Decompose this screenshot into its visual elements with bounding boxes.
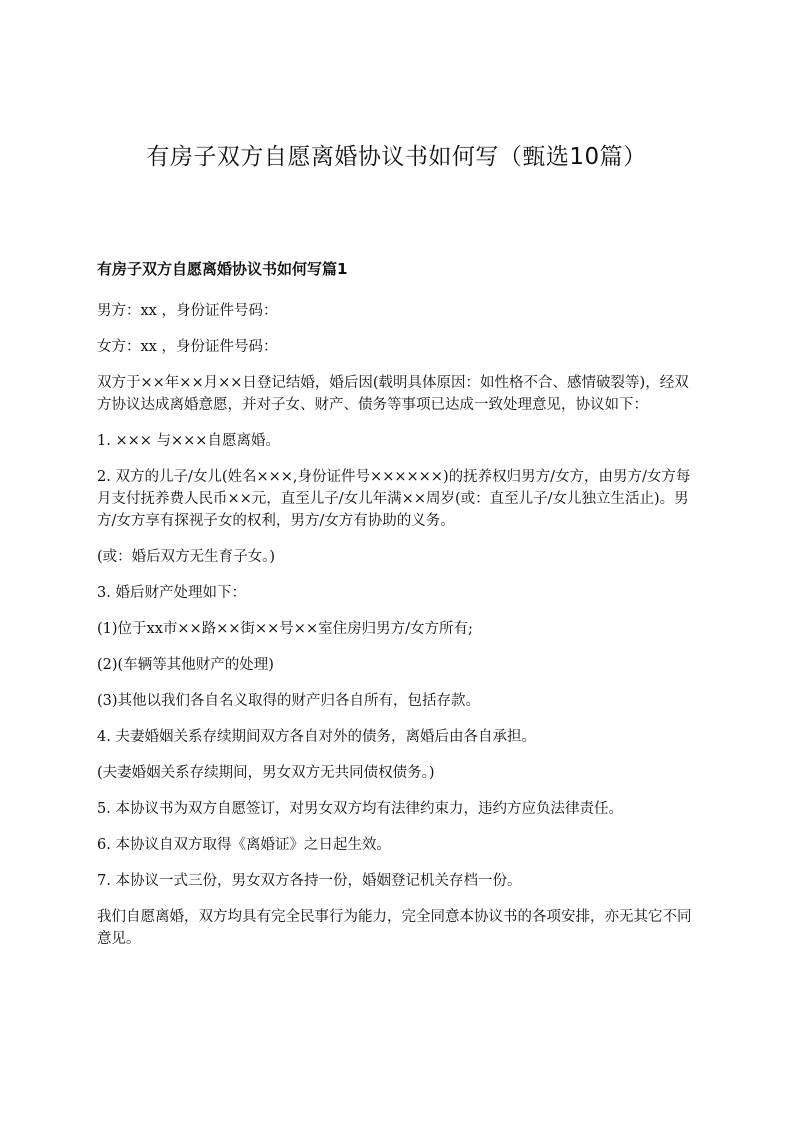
clause-4-alternative: (夫妻婚姻关系存续期间，男女双方无共同债权债务。) xyxy=(97,765,435,781)
party-female-line: 女方：xx ，身份证件号码： xyxy=(97,339,278,355)
clause-3-item-2: (2)(车辆等其他财产的处理) xyxy=(97,657,274,673)
clause-2-alternative: (或：婚后双方无生育子女。) xyxy=(97,549,276,565)
clause-3: 3. 婚后财产处理如下： xyxy=(97,585,246,601)
clause-2: 2. 双方的儿子/女儿(姓名×××,身份证件号××××××)的抚养权归男方/女方，由男方/女方每月支付抚养费人民币××元，直至儿子/女儿年满××周岁(或：直至儿子/女儿独立生活止)。男方/女方享有探视子女的权利，男方/女方有协助的义务。 xyxy=(97,469,691,529)
party-male-line: 男方：xx ，身份证件号码： xyxy=(97,303,278,319)
closing-statement: 我们自愿离婚，双方均具有完全民事行为能力，完全同意本协议书的各项安排，亦无其它不同意见。 xyxy=(97,909,692,947)
clause-5: 5. 本协议书为双方自愿签订，对男女双方均有法律约束力，违约方应负法律责任。 xyxy=(97,801,623,817)
document-body xyxy=(97,258,697,964)
document-title: 有房子双方自愿离婚协议书如何写（甄选10篇） xyxy=(146,144,647,170)
clause-3-item-1: (1)位于xx市××路××街××号××室住房归男方/女方所有; xyxy=(97,621,473,637)
clause-1: 1. ××× 与×××自愿离婚。 xyxy=(97,433,280,449)
preamble-paragraph: 双方于××年××月××日登记结婚，婚后因(载明具体原因：如性格不合、感情破裂等)，经双方协议达成离婚意愿，并对子女、财产、债务等事项已达成一致处理意见，协议如下： xyxy=(97,375,689,413)
clause-7: 7. 本协议一式三份，男女双方各持一份，婚姻登记机关存档一份。 xyxy=(97,873,522,889)
clause-6: 6. 本协议自双方取得《离婚证》之日起生效。 xyxy=(97,837,391,853)
section-heading: 有房子双方自愿离婚协议书如何写篇1 xyxy=(97,260,348,278)
clause-4: 4. 夫妻婚姻关系存续期间双方各自对外的债务，离婚后由各自承担。 xyxy=(97,729,536,745)
clause-3-item-3: (3)其他以我们各自名义取得的财产归各自所有，包括存款。 xyxy=(97,693,481,709)
